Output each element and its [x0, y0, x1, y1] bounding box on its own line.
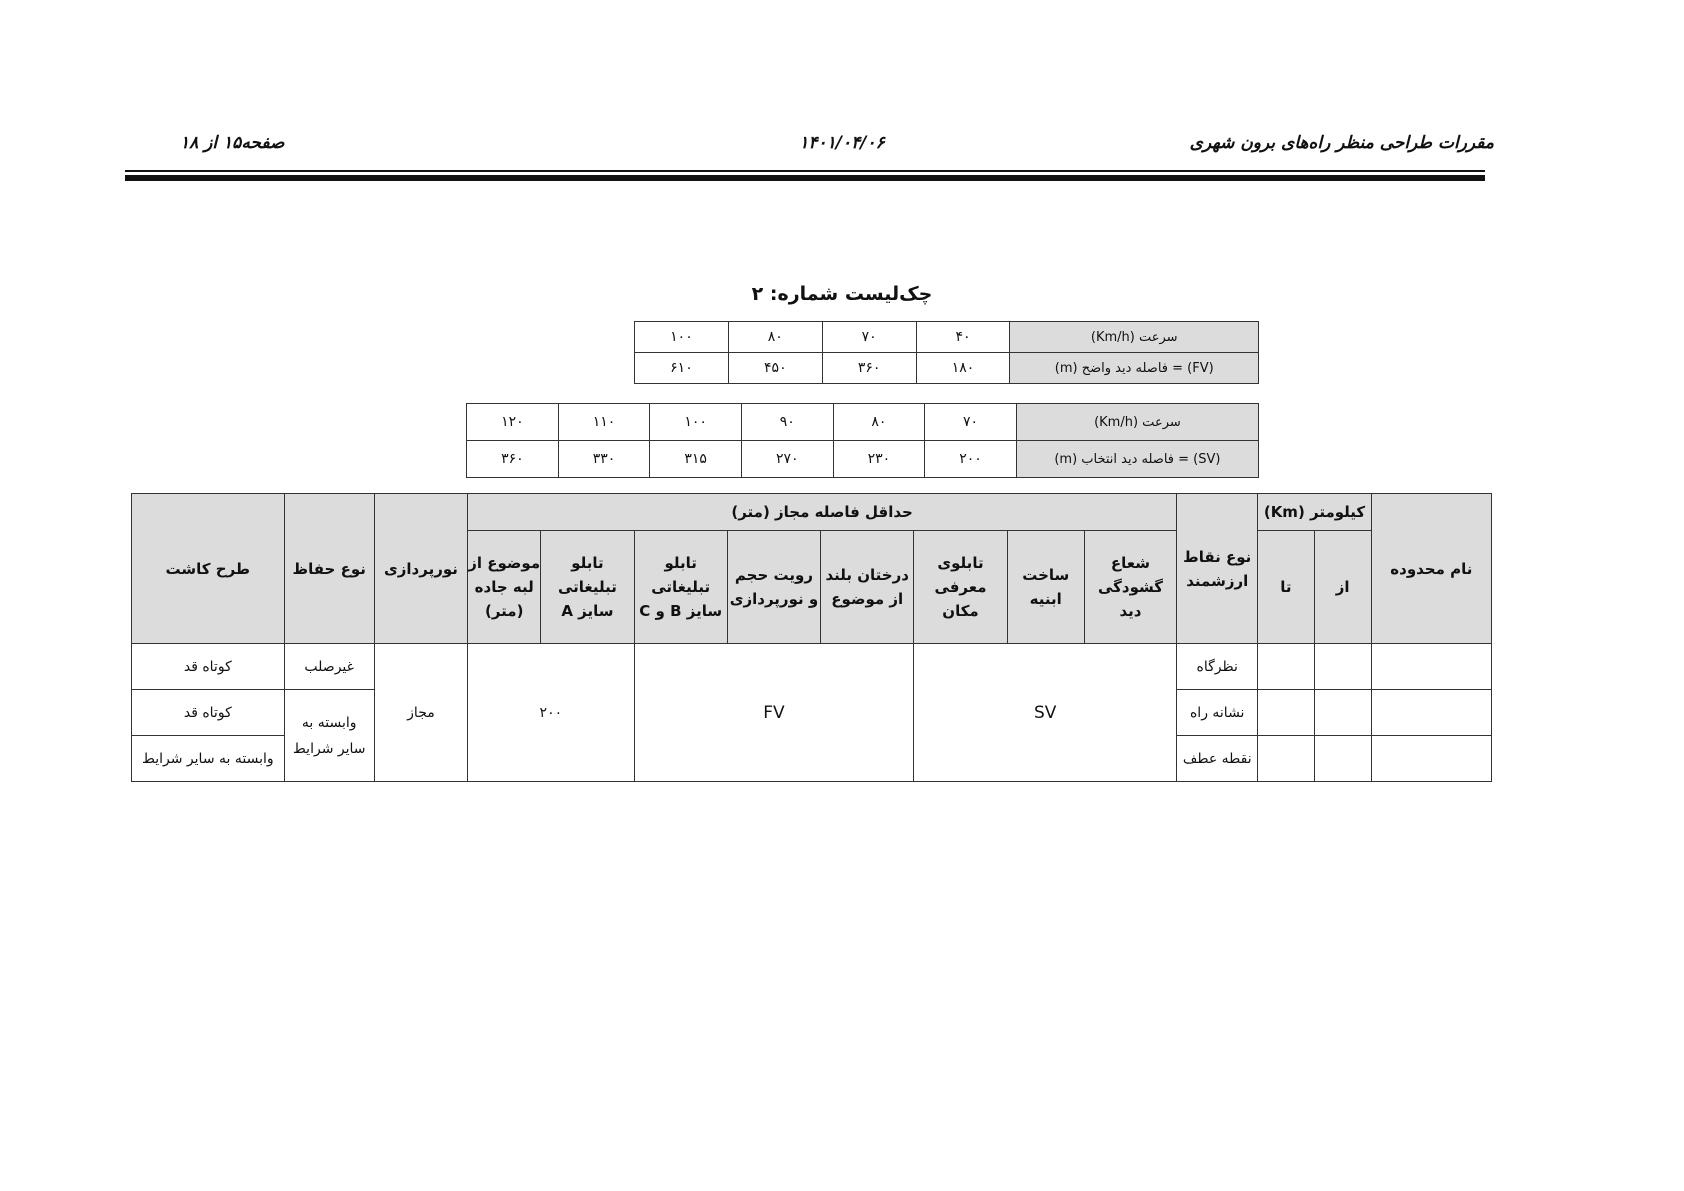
sv-speed-cell: ۷۰	[925, 404, 1017, 441]
km-to-header: تا	[1258, 531, 1314, 644]
sv-distance-cell: ۳۶۰	[467, 441, 559, 478]
kilometer-header: کیلومتر (Km)	[1258, 494, 1371, 531]
km-to-cell	[1258, 736, 1314, 782]
sv-distance-row	[467, 441, 1259, 478]
fv-value-cell: FV	[634, 644, 914, 782]
sv-distance-cell: ۲۷۰	[741, 441, 833, 478]
km-from-cell	[1314, 736, 1371, 782]
billboard-a-header: تابلو تبلیغاتی سایز A	[541, 531, 634, 644]
area-name-cell	[1371, 690, 1491, 736]
sv-speed-cell: ۹۰	[741, 404, 833, 441]
guard-type-header: نوع حفاظ	[284, 494, 374, 644]
guard-type-cell: وابسته به سایر شرایط	[284, 690, 374, 782]
min-distance-header: حداقل فاصله مجاز (متر)	[468, 494, 1177, 531]
sv-distance-label: (SV) = فاصله دید انتخاب (m)	[1016, 441, 1258, 478]
area-name-header: نام محدوده	[1371, 494, 1491, 644]
sv-speed-cell: ۱۲۰	[467, 404, 559, 441]
view-radius-header: شعاع گشودگی دید	[1084, 531, 1176, 644]
checklist-title: چک‌لیست شماره: ۲	[751, 283, 933, 305]
sv-distance-cell: ۳۱۵	[650, 441, 742, 478]
km-to-cell	[1258, 690, 1314, 736]
billboard-bc-header: تابلو تبلیغاتی سایز B و C	[634, 531, 727, 644]
road-edge-header: موضوع از لبه جاده (متر)	[468, 531, 541, 644]
planting-header: طرح کاشت	[132, 494, 285, 644]
point-type-header: نوع نقاط ارزشمند	[1177, 494, 1258, 644]
sv-speed-cell: ۸۰	[833, 404, 925, 441]
table-row	[132, 644, 1492, 690]
volume-lighting-header: رویت حجم و نورپردازی	[727, 531, 820, 644]
fv-distance-cell: ۳۶۰	[822, 353, 916, 384]
tall-trees-header: درختان بلند از موضوع	[821, 531, 914, 644]
fv-speed-label: سرعت (Km/h)	[1010, 322, 1259, 353]
sv-speed-cell: ۱۱۰	[558, 404, 650, 441]
fv-speed-cell: ۸۰	[728, 322, 822, 353]
sv-speed-row	[467, 404, 1259, 441]
fv-distance-cell: ۴۵۰	[728, 353, 822, 384]
fv-sight-distance-table	[634, 321, 1259, 384]
area-name-cell	[1371, 644, 1491, 690]
sv-distance-cell: ۳۳۰	[558, 441, 650, 478]
sv-speed-cell: ۱۰۰	[650, 404, 742, 441]
sv-distance-cell: ۲۳۰	[833, 441, 925, 478]
fv-distance-label: (FV) = فاصله دید واضح (m)	[1010, 353, 1259, 384]
checklist-main-table	[131, 493, 1492, 782]
point-type-cell: نظرگاه	[1177, 644, 1258, 690]
guard-type-cell: غیرصلب	[284, 644, 374, 690]
fv-speed-cell: ۷۰	[822, 322, 916, 353]
building-header: ساخت ابنیه	[1007, 531, 1084, 644]
lighting-value-cell: مجاز	[374, 644, 467, 782]
document-date: ۱۴۰۱/۰۴/۰۶	[799, 133, 885, 153]
header-rule-thin	[125, 170, 1485, 172]
area-name-cell	[1371, 736, 1491, 782]
sv-speed-label: سرعت (Km/h)	[1016, 404, 1258, 441]
page-number: صفحه۱۵ از ۱۸	[180, 133, 285, 153]
fv-speed-cell: ۴۰	[916, 322, 1010, 353]
fv-speed-row	[635, 322, 1259, 353]
fv-distance-cell: ۱۸۰	[916, 353, 1010, 384]
planting-cell: کوتاه قد	[132, 644, 285, 690]
sv-distance-cell: ۲۰۰	[925, 441, 1017, 478]
document-title: مقررات طراحی منظر راه‌های برون شهری	[1189, 133, 1494, 153]
sv-value-cell: SV	[914, 644, 1177, 782]
header-rule-thick	[125, 175, 1485, 181]
intro-sign-header: تابلوی معرفی مکان	[914, 531, 1007, 644]
header-row-1	[132, 494, 1492, 531]
fv-speed-cell: ۱۰۰	[635, 322, 729, 353]
km-to-cell	[1258, 644, 1314, 690]
point-type-cell: نقطه عطف	[1177, 736, 1258, 782]
lighting-header: نورپردازی	[374, 494, 467, 644]
planting-cell: کوتاه قد	[132, 690, 285, 736]
sv-sight-distance-table	[466, 403, 1259, 478]
planting-cell: وابسته به سایر شرایط	[132, 736, 285, 782]
fv-distance-row	[635, 353, 1259, 384]
km-from-header: از	[1314, 531, 1371, 644]
km-from-cell	[1314, 690, 1371, 736]
km-from-cell	[1314, 644, 1371, 690]
road-edge-value-cell: ۲۰۰	[468, 644, 634, 782]
point-type-cell: نشانه راه	[1177, 690, 1258, 736]
fv-distance-cell: ۶۱۰	[635, 353, 729, 384]
